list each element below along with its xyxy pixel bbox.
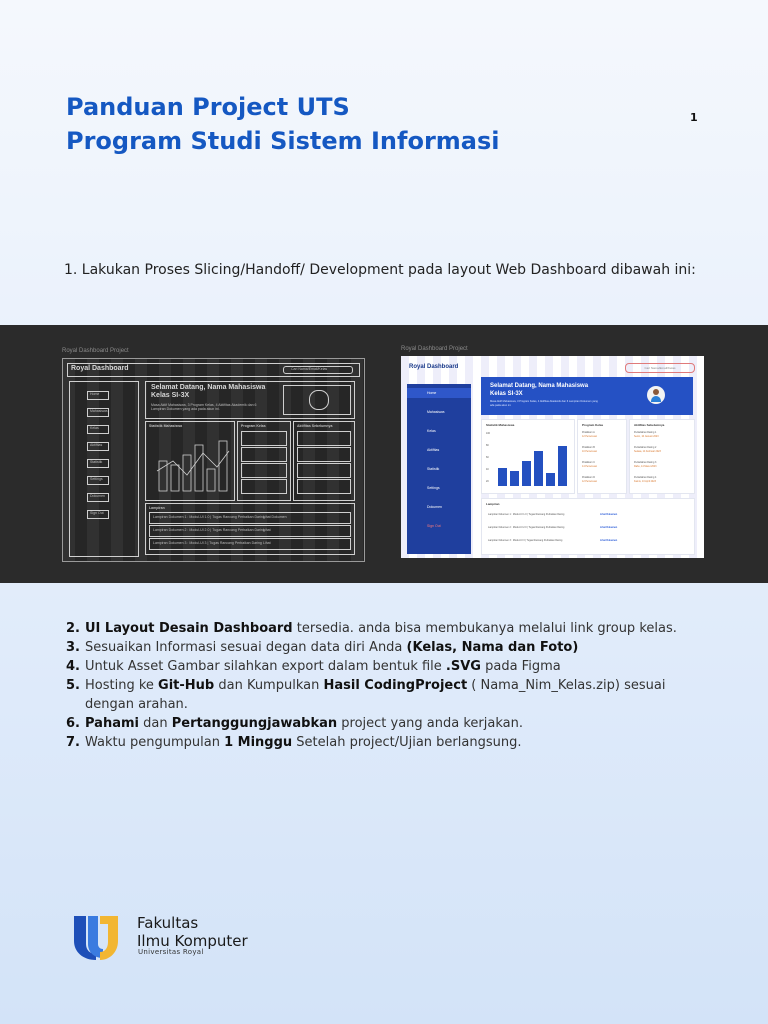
mock-brand: Royal Dashboard [409, 364, 459, 370]
wire-program-title: Program Kelas [241, 424, 266, 428]
wireframe-label: Royal Dashboard Project [62, 348, 129, 354]
mock-chart-bar [510, 471, 519, 486]
mock-sidebar [407, 384, 471, 554]
mock-y-tick: 20 [486, 480, 489, 483]
mock-program-sub: 12 Pertemuan [582, 435, 598, 438]
wire-aktifitas-item [297, 431, 351, 446]
mock-lampiran-link: Lihat Dokumen [600, 526, 618, 529]
wire-nav-label: Settings [90, 477, 103, 481]
mock-program-sub: 10 Pertemuan [582, 450, 598, 453]
mock-program-card [577, 419, 627, 494]
mock-welcome-text: Selamat Datang, Nama Mahasiswa [490, 383, 589, 389]
wire-welcome: Selamat Datang, Nama Mahasiswa [151, 384, 266, 391]
wire-lampiran-link: Lihat [263, 541, 271, 545]
instruction-text: pada Figma [480, 659, 561, 674]
wire-nav-label: Mahasiswa [90, 409, 108, 413]
wire-nav-label: Sign Out [90, 511, 104, 515]
mock-aktifitas-name: Perkuliahan Daring 4 [634, 476, 657, 479]
mock-statistik-card [481, 419, 575, 494]
mock-lampiran-title: Lampiran [486, 502, 500, 506]
dashboard-mock-preview [401, 356, 704, 558]
mock-y-tick: 40 [486, 468, 489, 471]
wire-chart [147, 431, 231, 495]
wire-program-item [241, 479, 287, 494]
mock-lampiran-card [481, 498, 695, 555]
instruction-number: 2. [66, 621, 80, 636]
instruction-bold-text: .SVG [445, 659, 481, 674]
wire-nav-label: Kelas [90, 426, 99, 430]
instruction-number: 5. [66, 678, 80, 693]
instruction-item [66, 638, 706, 657]
mock-program-name: Praktikum B [582, 446, 595, 449]
wire-welcome-desc: Masa Aktif Mahasiswa, 3 Program Kelas, 4 Aktifitas Akademik dan 6 Lampiran Dokumen yang ada pada akun ini. [151, 403, 257, 411]
mock-y-tick: 80 [486, 444, 489, 447]
wire-nav-label: Dokumen [90, 494, 105, 498]
mock-lampiran-text: Lampiran Dokumen 2 : Modul-UI 2.0 | Tugas Rancang Perbaikan Daring [488, 526, 565, 529]
wire-lampiran-title: Lampiran [149, 506, 165, 510]
wire-aktifitas-item [297, 479, 351, 494]
instruction-number: 7. [66, 735, 80, 750]
wire-lampiran-text: Lampiran Dokumen 3 : Modul-UI 3 | Tugas Rancang Perbaikan Daring [153, 541, 262, 545]
mock-program-name: Praktikum C [582, 461, 596, 464]
mock-nav-item: Settings [427, 486, 440, 490]
wireframe-preview [62, 358, 365, 562]
mock-aktifitas-sub: Rabu, 14 Maret 2023 [634, 465, 657, 468]
instruction-bold-text: Pertanggungjawabkan [171, 716, 338, 731]
mock-nav-item: Statistik [427, 467, 440, 471]
instruction-bold-text: (Kelas, Nama dan Foto) [406, 640, 579, 655]
instruction-text: Waktu pengumpulan [85, 735, 225, 750]
mock-y-tick: 60 [486, 456, 489, 459]
mock-aktifitas-title: Aktifitas Sebelumnya [634, 423, 665, 427]
instruction-list [66, 619, 706, 752]
mock-nav-item: Sign Out [427, 524, 441, 528]
avatar [647, 386, 665, 404]
wire-kelas: Kelas SI-3X [151, 392, 190, 399]
instruction-text: tersedia. anda bisa membukanya melalui link group kelas. [292, 621, 677, 636]
wire-lampiran-text: Lampiran Dokumen 1 : Modul-UI 1.0 | Tugas Rancang Perbaikan Daring [153, 515, 265, 519]
mock-program-name: Praktikum D [582, 476, 596, 479]
wire-statistik-title: Statistik Mahasiswa [149, 424, 183, 428]
instruction-item [66, 676, 706, 714]
mock-lampiran-text: Lampiran Dokumen 3 : Modul-UI 3 | Tugas Rancang Perbaikan Daring [488, 539, 563, 542]
mock-aktifitas-sub: Kamis, 13 April 2023 [634, 480, 656, 483]
wire-nav-label: Aktifitas [90, 443, 103, 447]
wire-lampiran-text: Lampiran Dokumen 2 : Modul-UI 2.0 | Tugas Rancang Perbaikan Daring [153, 528, 265, 532]
title-line-1: Panduan Project UTS [66, 93, 350, 121]
mock-welcome-banner [481, 377, 693, 415]
mock-aktifitas-name: Perkuliahan Daring 2 [634, 446, 657, 449]
mock-nav-item: Dokumen [427, 505, 442, 509]
title-line-2: Program Studi Sistem Informasi [66, 127, 500, 155]
instruction-bold-text: Pahami [85, 716, 139, 731]
mock-chart-bar [558, 446, 567, 486]
mock-nav-item: Aktifitas [427, 448, 440, 452]
instruction-text: Sesuaikan Informasi sesuai degan data diri Anda [85, 640, 407, 655]
mock-nav-item: Mahasiswa [427, 410, 445, 414]
avatar-head [653, 389, 659, 395]
wire-lampiran-link: Lihat Dokumen [263, 515, 287, 519]
wire-program-item [241, 447, 287, 462]
instruction-item [66, 657, 706, 676]
mock-nav-item: Kelas [427, 429, 436, 433]
instruction-text: ( Nama_Nim_Kelas.zip) sesuai dengan arahan. [85, 678, 666, 712]
mock-kelas-text: Kelas SI-3X [490, 391, 523, 397]
mock-lampiran-link: Lihat Dokumen [600, 539, 618, 542]
mock-program-name: Praktikum A [582, 431, 595, 434]
wire-avatar [309, 390, 329, 410]
mock-program-title: Program Kelas [582, 423, 604, 427]
wire-aktifitas-item [297, 463, 351, 478]
instruction-text: project yang anda kerjakan. [337, 716, 523, 731]
instruction-item [66, 733, 706, 752]
instruction-bold-text: Git-Hub [158, 678, 215, 693]
mock-welcome-title [490, 382, 588, 398]
mock-chart-bar [522, 461, 531, 486]
instruction-text: dan [138, 716, 172, 731]
wire-nav-label: Home [90, 392, 100, 396]
instruction-number: 6. [66, 716, 80, 731]
footer-faculty-line1: Fakultas [137, 914, 199, 932]
instruction-item [66, 619, 706, 638]
wire-search-text: Cari Nama/Email/Kelas [291, 367, 328, 371]
mock-lampiran-text: Lampiran Dokumen 1 : Modul-UI 1.0 | Tugas Rancang Perbaikan Daring [488, 513, 565, 516]
wire-program-item [241, 431, 287, 446]
mock-chart-bar [498, 468, 507, 486]
instruction-bold-text: UI Layout Desain Dashboard [85, 621, 293, 636]
instruction-number: 4. [66, 659, 80, 674]
mock-aktifitas-sub: Selasa, 14 Februari 2023 [634, 450, 661, 453]
instruction-number: 3. [66, 640, 80, 655]
wire-lampiran-link: Lihat [263, 528, 271, 532]
avatar-body [651, 396, 661, 402]
instruction-text: Setelah project/Ujian berlangsung. [292, 735, 522, 750]
footer-faculty-line2: Ilmu Komputer [137, 932, 248, 950]
instruction-text: Untuk Asset Gambar silahkan export dalam bentuk file [85, 659, 446, 674]
page-number: 1 [690, 111, 698, 124]
mock-search: Cari Nama/Email/Kelas [625, 363, 695, 373]
mock-label: Royal Dashboard Project [401, 346, 468, 352]
mock-nav-item: Home [407, 388, 471, 398]
mock-aktifitas-name: Perkuliahan Daring 3 [634, 461, 657, 464]
wire-brand: Royal Dashboard [71, 365, 129, 372]
instruction-text: Hosting ke [85, 678, 159, 693]
instruction-bold-text: 1 Minggu [224, 735, 293, 750]
instruction-text: dan Kumpulkan [214, 678, 324, 693]
footer-university: Universitas Royal [138, 948, 204, 956]
instruction-bold-text: Hasil CodingProject [323, 678, 468, 693]
instruction-item [66, 714, 706, 733]
intro-instruction: 1. Lakukan Proses Slicing/Handoff/ Development pada layout Web Dashboard dibawah ini: [64, 262, 696, 278]
page-title [66, 90, 500, 158]
mock-chart-bar [534, 451, 543, 486]
mock-program-sub: 12 Pertemuan [582, 480, 598, 483]
mock-program-sub: 14 Pertemuan [582, 465, 598, 468]
mock-aktifitas-sub: Senin, 10 Januari 2023 [634, 435, 659, 438]
mock-lampiran-link: Lihat Dokumen [600, 513, 618, 516]
mock-aktifitas-name: Perkuliahan Daring 1 [634, 431, 657, 434]
mock-chart-bar [546, 473, 555, 486]
mock-welcome-desc: Masa Aktif Mahasiswa, 3 Program Kelas, 4 Aktifitas Akademik dan 6 Lampiran Dokumen yang ada pada akun ini. [490, 400, 598, 407]
wire-program-item [241, 463, 287, 478]
wire-aktifitas-title: Aktifitas Sebelumnya [297, 424, 333, 428]
faculty-logo-icon [72, 914, 120, 960]
wire-aktifitas-item [297, 447, 351, 462]
mock-aktifitas-card [629, 419, 695, 494]
wire-nav-label: Statistik [90, 460, 103, 464]
mock-y-tick: 100 [486, 432, 490, 435]
mock-statistik-title: Statistik Mahasiswa [486, 423, 515, 427]
